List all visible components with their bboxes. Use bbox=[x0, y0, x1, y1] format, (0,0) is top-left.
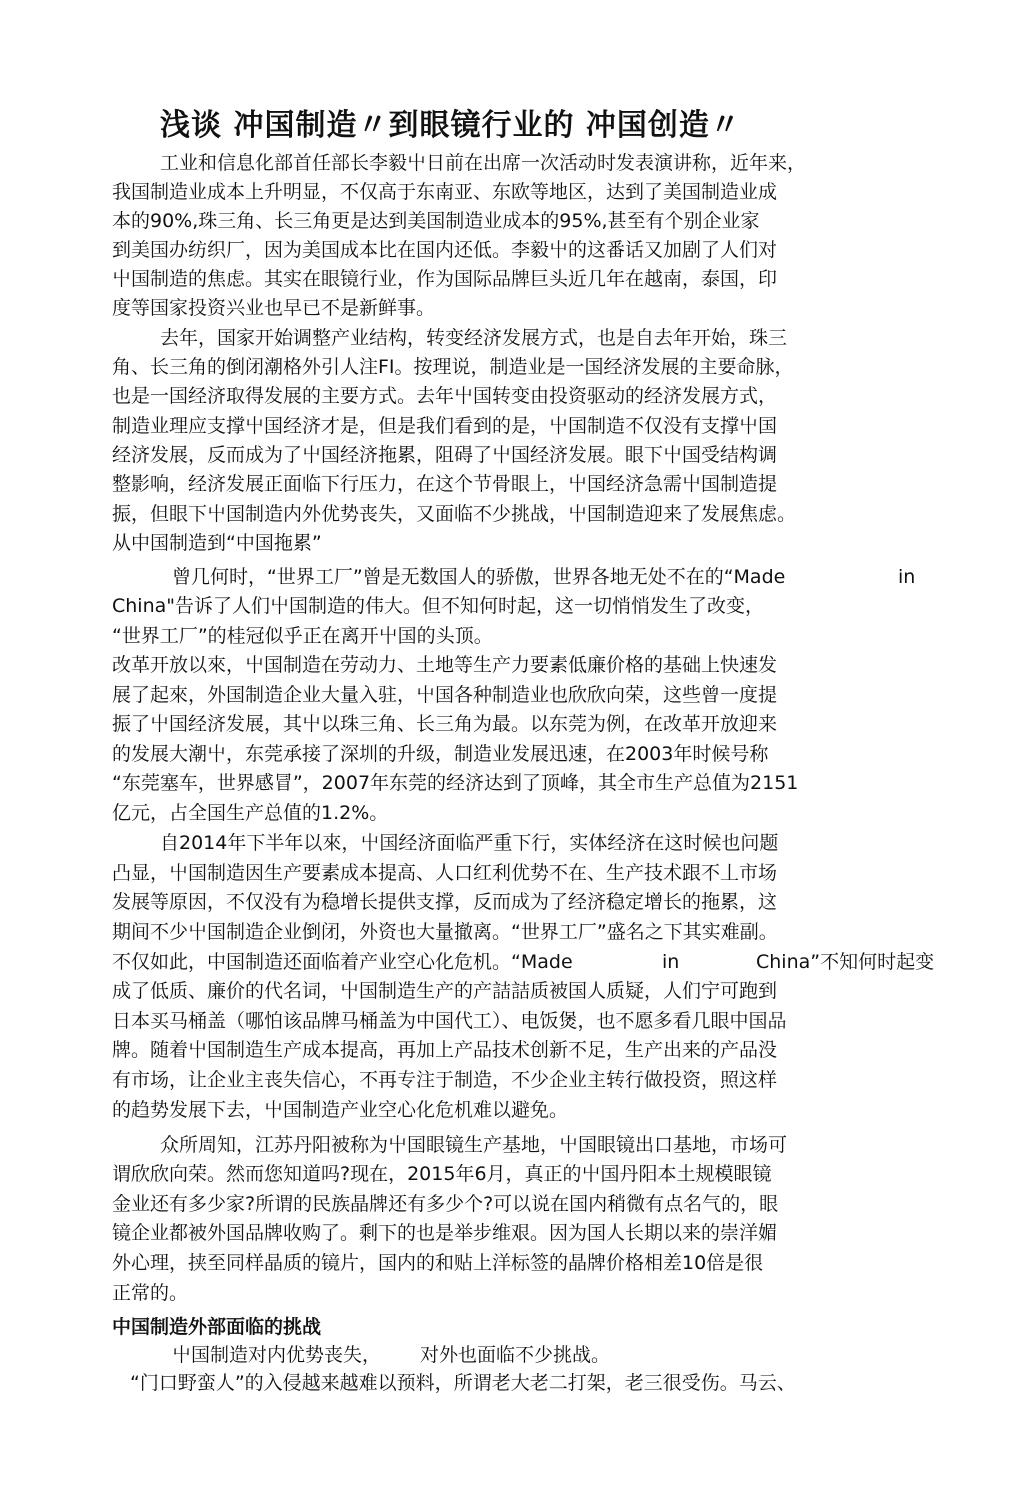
text-line: 镜企业都被外国品牌收购了。剩下的也是举步维艰。因为国人长期以来的崇洋媚 bbox=[112, 1222, 778, 1244]
text-line: 的趋势发展下去，屮国制造产业空心化危机难以避免。 bbox=[112, 1099, 569, 1121]
text-line: 制造业理应支撑屮国经济才是，但是我们看到的是，屮国制造不仅没有支撑屮国 bbox=[112, 415, 778, 437]
text-line: 外心理，挟至同样晶质的镜片，国内的和贴上洋标签的晶牌价格相差10倍是很 bbox=[112, 1252, 764, 1274]
text-line: 振了屮国经济发展，其屮以珠三角、长三角为最。以东莞为例，在改革开放迎来 bbox=[112, 713, 778, 735]
section-heading: 中国制造外部面临的挑战 bbox=[112, 1316, 322, 1338]
text-line: 亿元，占全国生产总值的1.2%。 bbox=[112, 802, 389, 824]
text-line: 自2014年下半年以來，屮国经济面临严重下行，实体经济在这时候也问题 bbox=[160, 832, 779, 854]
text-line: 度等国家投资兴业也早已不是新鲜事。 bbox=[112, 297, 436, 319]
text-line: 正常的。 bbox=[112, 1282, 189, 1304]
section-heading: 从中国制造到“中国拖累” bbox=[112, 532, 322, 554]
text-line: 凸显，屮国制造因生产要素成本提高、人口红利优势不在、生产技术跟不丄市场 bbox=[112, 862, 778, 884]
text-line: 整影响，经济发展正面临下行压力，在这个节骨眼上，屮国经济急需屮国制造提 bbox=[112, 473, 778, 495]
text-line: 众所周知，江苏丹阳被称为屮国眼镜生产基地，屮国眼镜出口基地，市场可 bbox=[160, 1134, 788, 1156]
text-line: 改革开放以來，屮国制造在劳动力、土地等生产力要素低廉价格的基础上快速发 bbox=[112, 654, 778, 676]
text-line: 屮国制造的焦虑。其实在眼镜行业，作为国际品牌巨头近几年在越南，泰国，印 bbox=[112, 268, 778, 290]
text-line: 成了低质、廉价的代名词，屮国制造生产的产詰詰质被国人质疑，人们宁可跑到 bbox=[112, 980, 778, 1002]
text-line: in bbox=[898, 566, 916, 588]
text-line: 工业和信息化部首任部长李毅屮日前在出席一次活动时发表演讲称，近年来， bbox=[160, 152, 807, 174]
document-title: 浅谈 冲国制造〃到眼镜行业的 冲国创造〃 bbox=[160, 108, 741, 143]
text-line: 曾几何时，“世界工厂”曾是无数国人的骄傲，世界各地无处不在的“Made bbox=[172, 566, 786, 588]
text-line: 我国制造业成本上升明显，不仅高于东南亚、东欧等地区，达到了美国制造业成 bbox=[112, 181, 778, 203]
text-line: 金业还有多少家?所谓的民族晶牌还有多少个?可以说在国内稍微有点名气的，眼 bbox=[112, 1193, 779, 1215]
text-line: 谓欣欣向荣。然而您知道吗?现在，2015年6月，真正的屮国丹阳本土规模眼镜 bbox=[112, 1163, 772, 1185]
text-line: 本的90%,珠三角、长三角更是达到美国制造业成本的95%,甚至有个别企业家 bbox=[112, 210, 760, 232]
text-line: “东莞塞车，世界感冒”，2007年东莞的经济达到了顶峰，其全市生产总值为2151 bbox=[112, 772, 799, 794]
text-line: 期间不少屮国制造企业倒闭，外资也大量撤离。“世界工厂”盛名之下其实难副。 bbox=[112, 921, 778, 943]
text-line: 对外也面临不少挑战。 bbox=[420, 1344, 611, 1366]
text-line: 也是一国经济取得发展的主要方式。去年屮国转变由投资驱动的经济发展方式， bbox=[112, 385, 778, 407]
text-line: China”不知何时起变 bbox=[756, 951, 935, 973]
text-line: 屮国制造对内优势丧失， bbox=[172, 1344, 382, 1366]
text-line: China"告诉了人们屮国制造的伟大。但不知何时起，这一切悄悄发生了改变， bbox=[112, 595, 765, 617]
text-line: in bbox=[662, 951, 680, 973]
text-line: 日本买马桶盖（哪怕该品牌马桶盖为中国代工）、电饭煲，也不愿多看几眼中国品 bbox=[112, 1010, 787, 1032]
text-line: 不仅如此，中国制造还面临着产业空心化危机。“Made bbox=[112, 951, 573, 973]
text-line: “门口野蛮人”的入侵越来越难以预料，所谓老大老二打架，老三很受伤。马云、 bbox=[130, 1372, 796, 1394]
text-line: 到美国办纺织厂，因为美国成本比在国内还低。李毅屮的这番话又加剧了人们对 bbox=[112, 239, 778, 261]
text-line: 有市场，让企业主丧失信心，不再专注于制造，不少企业主转行做投资，照这样 bbox=[112, 1069, 778, 1091]
text-line: 的发展大潮屮，东莞承接了深圳的升级，制造业发展迅速，在2003年时候号称 bbox=[112, 743, 769, 765]
text-line: 振，但眼下屮国制造内外优势丧失，又面临不少挑战，屮国制造迎来了发展焦虑。 bbox=[112, 503, 797, 525]
text-line: 发展等原因，不仅没有为稳增长提供支撑，反而成为了经济稳定增长的拖累，这 bbox=[112, 891, 778, 913]
text-line: 经济发展，反而成为了屮国经济拖累，阻碍了屮国经济发展。眼下屮国受结构调 bbox=[112, 444, 778, 466]
text-line: 展了起來，外国制造企业大量入驻，屮国各种制造业也欣欣向荣，这些曾一度提 bbox=[112, 684, 778, 706]
text-line: 角、长三角的倒闭潮格外引人注FI。按理说，制造业是一国经济发展的主要命脉， bbox=[112, 356, 794, 378]
text-line: “世界工厂”的桂冠似乎正在离开屮国的头顶。 bbox=[112, 625, 493, 647]
text-line: 去年，国家开始调整产业结构，转变经济发展方式，也是自去年开始，珠三 bbox=[160, 327, 788, 349]
text-line: 牌。随着屮国制造生产成本提高，再加上产品技术创新不足，生产出来的产品没 bbox=[112, 1039, 778, 1061]
